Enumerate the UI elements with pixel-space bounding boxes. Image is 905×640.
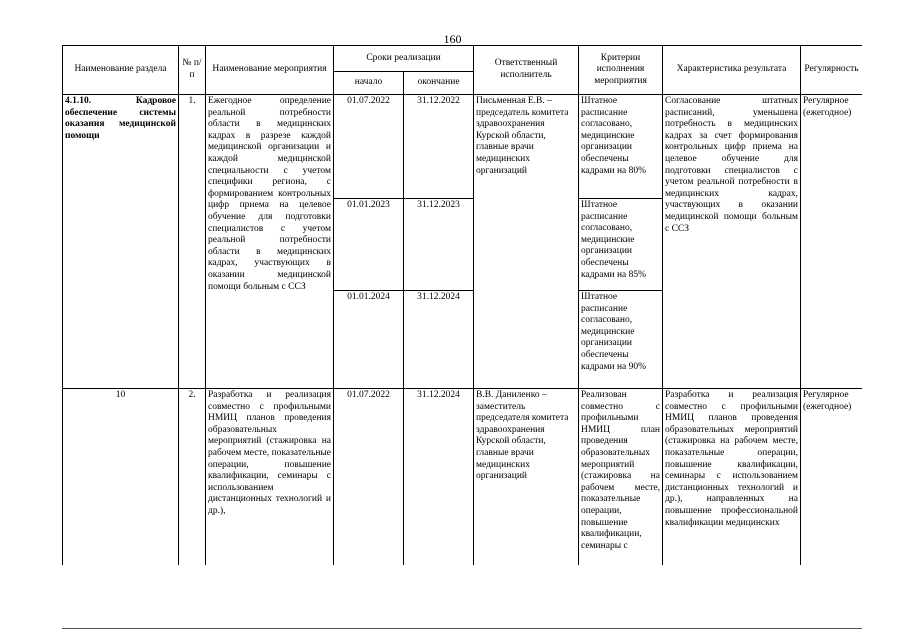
header-criteria: Критерии исполнения мероприятия bbox=[579, 46, 663, 95]
header-start: начало bbox=[334, 72, 404, 95]
header-terms: Сроки реализации bbox=[334, 46, 474, 72]
result-cell: Разработка и реализация совместно с профильными НМИЦ планов проведения образовательных мероприятий (стажировка на рабочем месте, показательные операции, повышение квалификации, семинары с использованием дистанционных технологий и др.), направленных на повышение профессиональной квалификации медицинских bbox=[663, 389, 801, 566]
plan-table bbox=[62, 45, 862, 565]
end-date-cell: 31.12.2023 bbox=[404, 199, 474, 291]
page-number: 160 bbox=[443, 32, 462, 46]
section-cell: 4.1.10. Кадровое обеспечение системы оказания медицинской помощи bbox=[63, 95, 179, 389]
section-cell: 10 bbox=[63, 389, 179, 566]
header-activity-name: Наименование мероприятия bbox=[206, 46, 334, 95]
end-date-cell: 31.12.2024 bbox=[404, 291, 474, 389]
criteria-cell: Реализован совместно с профильными НМИЦ план проведения образовательных мероприятий (стажировка на рабочем месте, показательные операции, повышение квалификации, семинары с bbox=[579, 389, 663, 566]
result-cell: Согласование штатных расписаний, уменьшена потребность в медицинских кадрах за счет формирования контрольных цифр приема на целевое обучение для подготовки специалистов с учетом реальной потребности в медицинских кадрах, участвующих в оказании медицинской помощи больным с ССЗ bbox=[663, 95, 801, 389]
responsible-cell: Письменная Е.В. – председатель комитета здравоохранения Курской области, главные врачи медицинских организаций bbox=[474, 95, 579, 389]
table-row bbox=[63, 389, 863, 566]
criteria-cell: Штатное расписание согласовано, медицинские организации обеспечены кадрами на 90% bbox=[579, 291, 663, 389]
number-cell: 1. bbox=[179, 95, 206, 389]
header-responsible: Ответственный исполнитель bbox=[474, 46, 579, 95]
header-end: окончание bbox=[404, 72, 474, 95]
regularity-cell: Регулярное (ежегодное) bbox=[801, 389, 863, 566]
activity-cell: Ежегодное определение реальной потребности области в медицинских кадрах в разрезе каждой медицинской организации и каждой медицинской специальности с учетом специфики региона, с формированием контрольных цифр приема на целевое обучение для подготовки специалистов с учетом реальной потребности области в медицинских кадрах, участвующих в оказании медицинской помощи больным с ССЗ bbox=[206, 95, 334, 389]
header-regularity: Регулярность bbox=[801, 46, 863, 95]
start-date-cell: 01.01.2023 bbox=[334, 199, 404, 291]
regularity-cell: Регулярное (ежегодное) bbox=[801, 95, 863, 389]
start-date-cell: 01.07.2022 bbox=[334, 389, 404, 566]
table-row bbox=[63, 95, 863, 199]
header-section-name: Наименование раздела bbox=[63, 46, 179, 95]
criteria-cell: Штатное расписание согласовано, медицинские организации обеспечены кадрами на 85% bbox=[579, 199, 663, 291]
header-result: Характеристика результата bbox=[663, 46, 801, 95]
end-date-cell: 31.12.2024 bbox=[404, 389, 474, 566]
activity-cell: Разработка и реализация совместно с профильными НМИЦ планов проведения образовательных мероприятий (стажировка на рабочем месте, показательные операции, повышение квалификации, семинары с использованием дистанционных технологий и др.), bbox=[206, 389, 334, 566]
end-date-cell: 31.12.2022 bbox=[404, 95, 474, 199]
start-date-cell: 01.07.2022 bbox=[334, 95, 404, 199]
number-cell: 2. bbox=[179, 389, 206, 566]
page-bottom-rule bbox=[62, 628, 862, 629]
plan-table-wrapper bbox=[62, 45, 862, 565]
responsible-cell: В.В. Даниленко – заместитель председателя комитета здравоохранения Курской области, главные врачи медицинских организаций bbox=[474, 389, 579, 566]
header-row-1 bbox=[63, 46, 863, 72]
header-number: № п/п bbox=[179, 46, 206, 95]
start-date-cell: 01.01.2024 bbox=[334, 291, 404, 389]
criteria-cell: Штатное расписание согласовано, медицинские организации обеспечены кадрами на 80% bbox=[579, 95, 663, 199]
